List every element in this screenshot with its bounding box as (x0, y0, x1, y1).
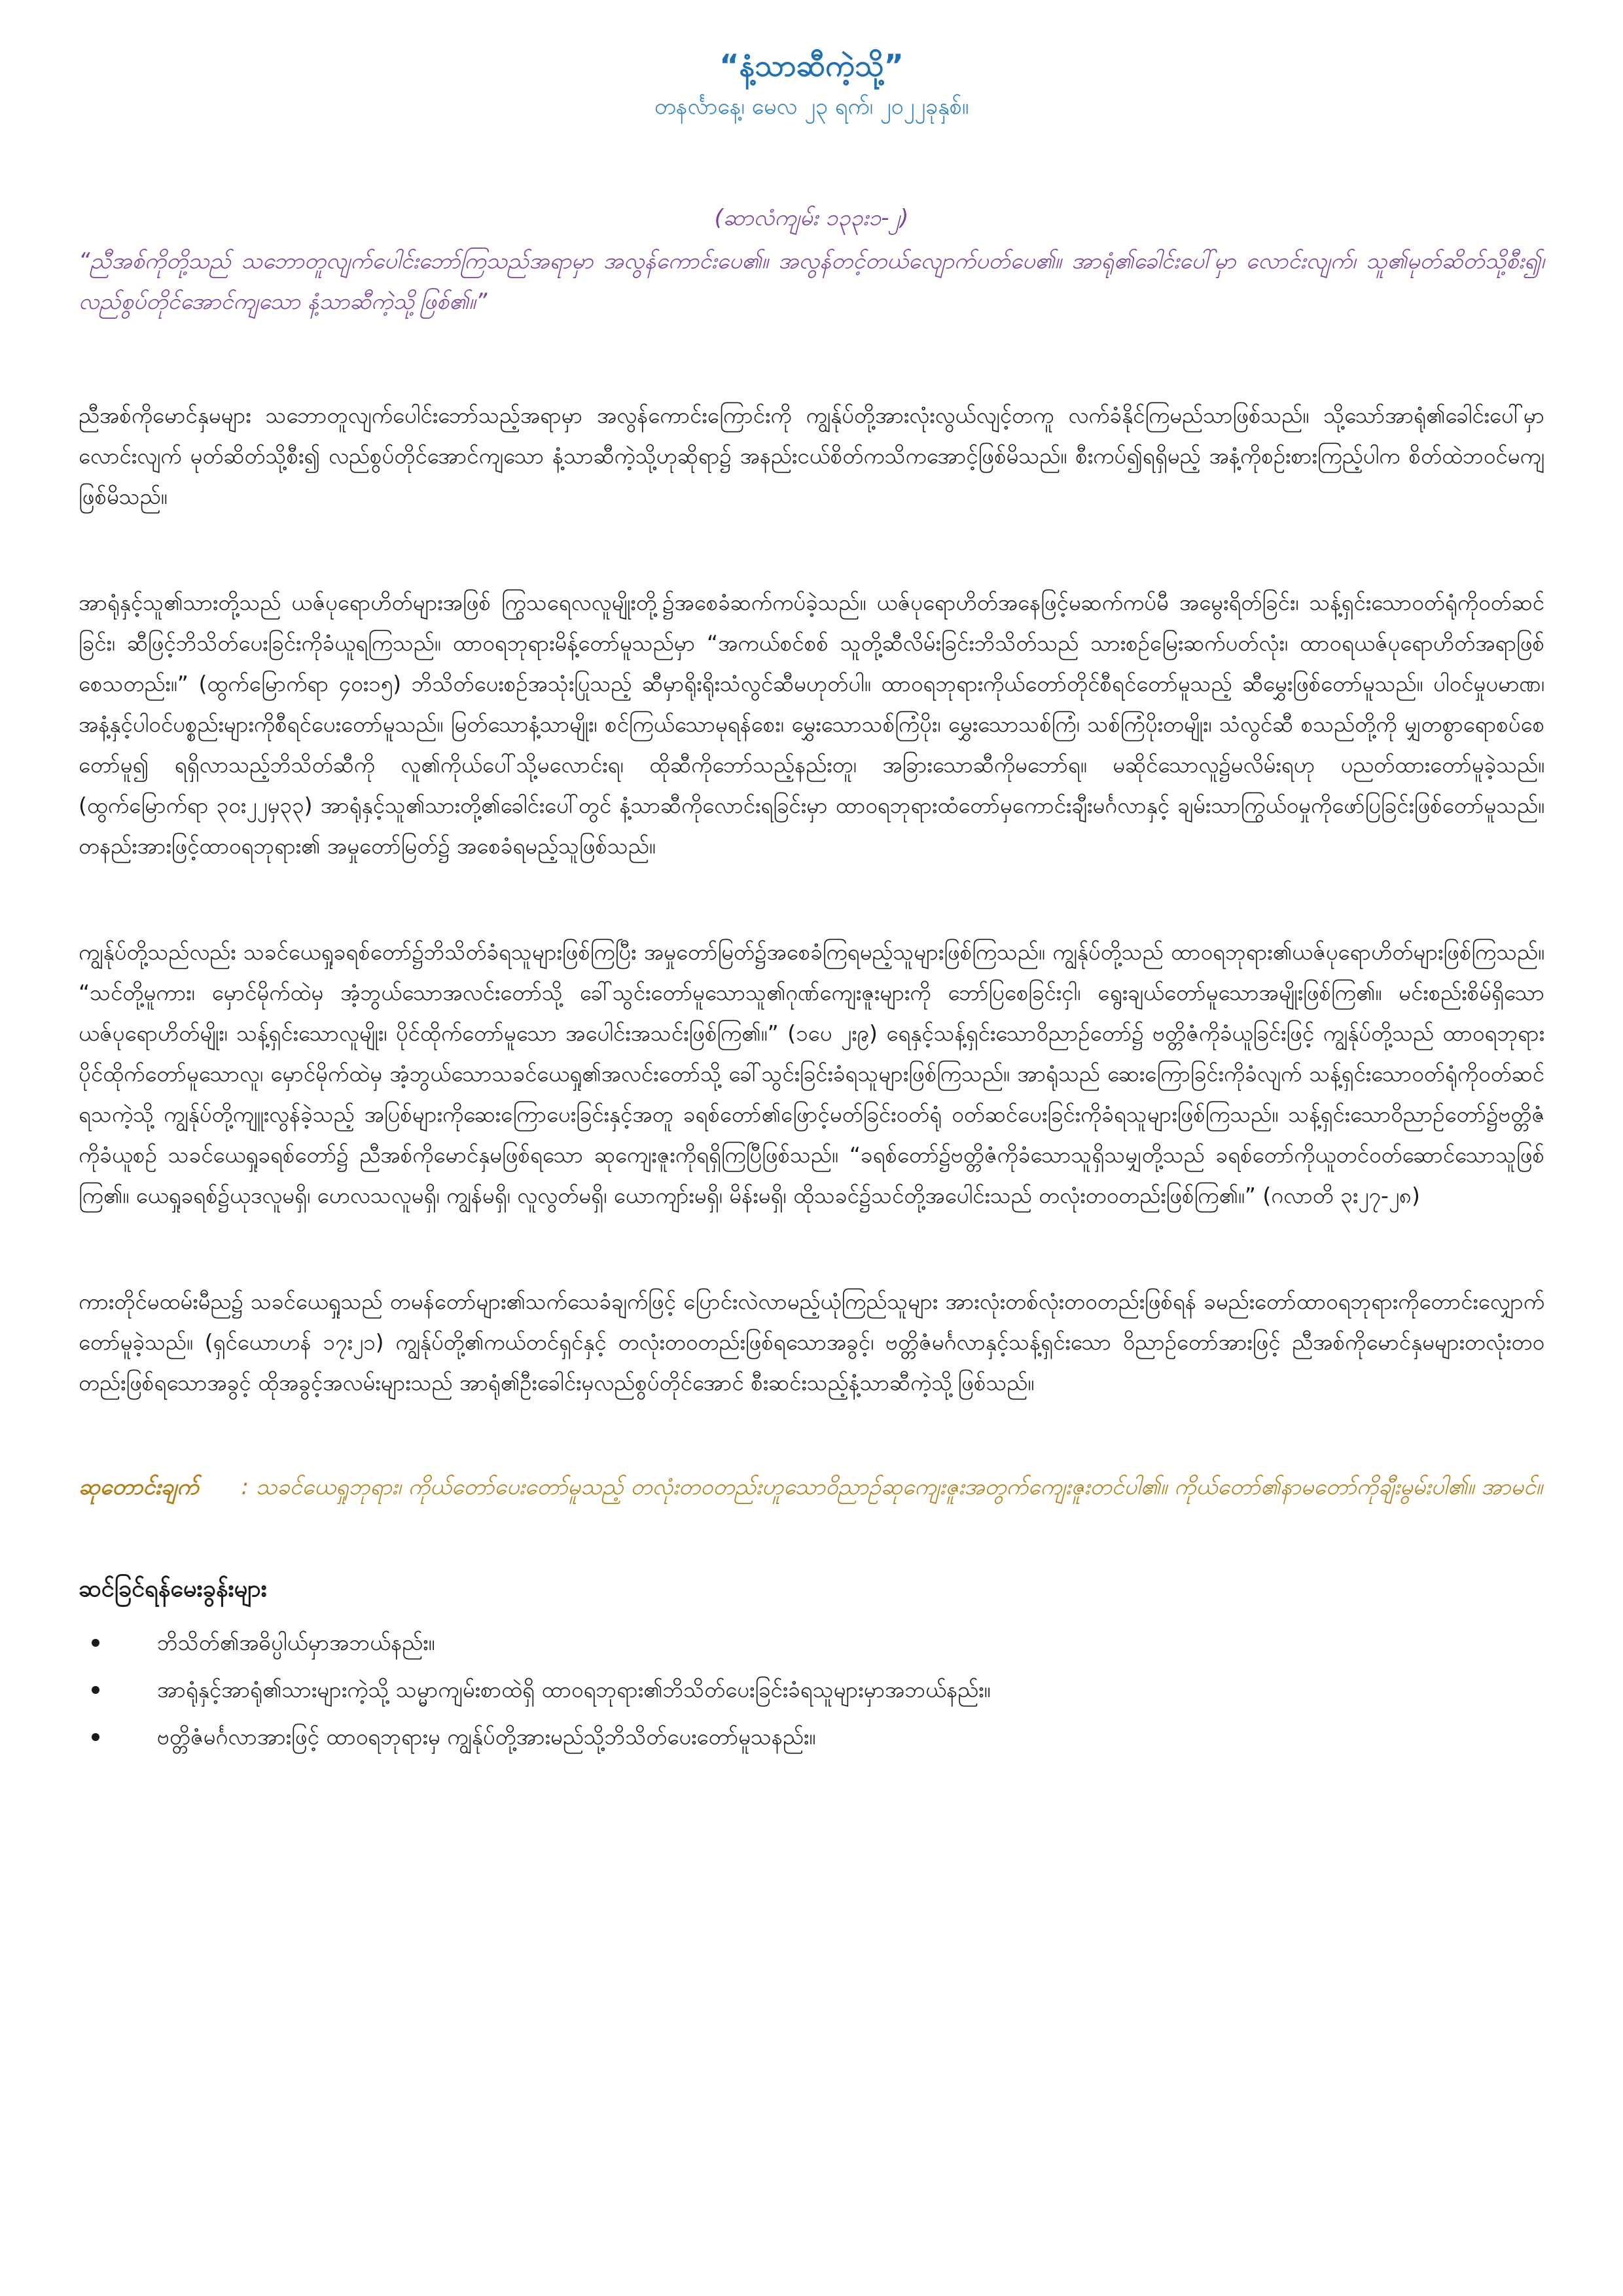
list-item (79, 1713, 1544, 1761)
bullet-icon (92, 1733, 99, 1741)
prayer-block (79, 1466, 1544, 1508)
body-paragraph-2: အာရုံနှင့်သူ၏သားတို့သည် ယဇ်ပုရောဟိတ်များအဖြစ် ကြွသရေလလူမျိုးတို့၌အစေခံဆက်ကပ်ခဲ့သည်။ ယဇ်ပုရောဟိတ်အနေဖြင့်မဆက်ကပ်မီ အမွေးရိတ်ခြင်း၊ သန့်ရှင်းသောဝတ်ရုံကိုဝတ်ဆင်ခြင်း၊ ဆီဖြင့်ဘိသိတ်ပေးခြင်းကိုခံယူရကြသည်။ ထာဝရဘုရားမိန့်တော်မူသည်မှာ “အကယ်စင်စစ် သူတို့ဆီလိမ်းခြင်းဘိသိတ်သည် သားစဉ်မြေးဆက်ပတ်လုံး၊ ထာဝရယဇ်ပုရောဟိတ်အရာဖြစ်စေသတည်း။” (ထွက်မြောက်ရာ ၄၀း၁၅) ဘိသိတ်ပေးစဉ်အသုံးပြုသည့် ဆီမှာရိုးရိုးသံလွင်ဆီမဟုတ်ပါ။ ထာဝရဘုရားကိုယ်တော်တိုင်စီရင်တော်မူသည့် ဆီမွှေးဖြစ်တော်မူသည်။ ပါဝင်မှုပမာဏ၊ အနံ့နှင့်ပါဝင်ပစ္စည်းများကိုစီရင်ပေးတော်မူသည်။ မြတ်သောနံ့သာမျိုး၊ စင်ကြယ်သောမုရန်စေး၊ မွှေးသောသစ်ကြံပိုး၊ မွှေးသောသစ်ကြံ၊ သစ်ကြံပိုးတမျိုး၊ သံလွင်ဆီ စသည်တို့ကို မျှတစွာရောစပ်စေတော်မူ၍ ရရှိလာသည့်ဘိသိတ်ဆီကို လူ၏ကိုယ်ပေါ်သို့မလောင်းရ၊ ထိုဆီကိုဘော်သည့်နည်းတူ၊ အခြားသောဆီကိုမဘော်ရ။ မဆိုင်သောလူ၌မလိမ်းရဟု ပညတ်ထားတော်မူခဲ့သည်။ (ထွက်မြောက်ရာ ၃၀း၂၂မှ၃၃) အာရုံနှင့်သူ၏သားတို့၏ခေါင်းပေါ်တွင် နံ့သာဆီကိုလောင်းရခြင်းမှာ ထာဝရဘုရားထံတော်မှကောင်းချီးမင်္ဂလာနှင့် ချမ်းသာကြွယ်ဝမှုကိုဖော်ပြခြင်းဖြစ်တော်မူသည်။ တနည်းအားဖြင့်ထာဝရဘုရား၏ အမှုတော်မြတ်၌ အစေခံရမည့်သူဖြစ်သည်။ (79, 590, 1544, 859)
body-paragraph-3: ကျွန်ုပ်တို့သည်လည်း သခင်ယေရှုခရစ်တော်၌ဘိသိတ်ခံရသူများဖြစ်ကြပြီး အမှုတော်မြတ်၌အစေခံကြရမည့်သူများဖြစ်ကြသည်။ ကျွန်ုပ်တို့သည် ထာဝရဘုရား၏ယဇ်ပုရောဟိတ်များဖြစ်ကြသည်။ “သင်တို့မူကား၊ မှောင်မိုက်ထဲမှ အံ့ဘွယ်သောအလင်းတော်သို့ ခေါ်သွင်းတော်မူသောသူ၏ဂုဏ်ကျေးဇူးများကို ဘော်ပြစေခြင်းငှါ၊ ရွေးချယ်တော်မူသောအမျိုးဖြစ်ကြ၏။ မင်းစည်းစိမ်ရှိသောယဇ်ပုရောဟိတ်မျိုး၊ သန့်ရှင်းသောလူမျိုး၊ ပိုင်ထိုက်တော်မူသော အပေါင်းအသင်းဖြစ်ကြ၏။” (၁ပေ ၂း၉) ရေနှင့်သန့်ရှင်းသောဝိညာဉ်တော်၌ ဗတ္တိဇံကိုခံယူခြင်းဖြင့် ကျွန်ုပ်တို့သည် ထာဝရဘုရားပိုင်ထိုက်တော်မူသောလူ၊ မှောင်မိုက်ထဲမှ အံ့ဘွယ်သောသခင်ယေရှု၏အလင်းတော်သို့ ခေါ်သွင်းခြင်းခံရသူများဖြစ်ကြသည်။ အာရုံသည် ဆေးကြောခြင်းကိုခံလျက် သန့်ရှင်းသောဝတ်ရုံကိုဝတ်ဆင်ရသကဲ့သို့ ကျွန်ုပ်တို့ကျူးလွန်ခဲ့သည့် အပြစ်များကိုဆေးကြောပေးခြင်းနှင့်အတူ ခရစ်တော်၏ဖြောင့်မတ်ခြင်းဝတ်ရုံ ဝတ်ဆင်ပေးခြင်းကိုခံရသူများဖြစ်ကြသည်။ သန့်ရှင်းသောဝိညာဉ်တော်၌ဗတ္တိဇံကိုခံယူစဉ် သခင်ယေရှုခရစ်တော်၌ ညီအစ်ကိုမောင်နှမဖြစ်ရသော ဆုကျေးဇူးကိုရရှိကြပြီဖြစ်သည်။ “ခရစ်တော်၌ဗတ္တိဇံကိုခံသောသူရှိသမျှတို့သည် ခရစ်တော်ကိုယူတင်ဝတ်ဆောင်သောသူဖြစ်ကြ၏။ ယေရှုခရစ်၌ယုဒလူမရှိ၊ ဟေလသလူမရှိ၊ ကျွန်မရှိ၊ လူလွတ်မရှိ၊ ယောကျာ်းမရှိ၊ မိန်းမရှိ၊ ထိုသခင်၌သင်တို့အပေါင်းသည် တလုံးတဝတည်းဖြစ်ကြ၏။” (ဂလာတိ ၃း၂၇-၂၈) (79, 939, 1544, 1208)
prayer-spacer (206, 1474, 234, 1500)
prayer-text: : သခင်ယေရှုဘုရား၊ ကိုယ်တော်ပေးတော်မူသည့် တလုံးတဝတည်းဟူသောဝိညာဉ်ဆုကျေးဇူးအတွက်ကျေးဇူးတင်ပါ၏။ ကိုယ်တော်၏နာမတော်ကိုချီးမွမ်းပါ၏။ အာမင်။ (241, 1474, 1543, 1500)
verse-text: “ညီအစ်ကိုတို့သည် သဘောတူလျက်ပေါင်းဘော်ကြသည်အရာမှာ အလွန်ကောင်းပေ၏။ အလွန်တင့်တယ်လျောက်ပတ်ပေ၏။ အာရုံ၏ခေါင်းပေါ်မှာ လောင်းလျက်၊ သူ၏မုတ်ဆိတ်သို့စီး၍၊ လည်စွပ်တိုင်အောင်ကျသော နံ့သာဆီကဲ့သို့ဖြစ်၏။” (79, 248, 1544, 315)
questions-heading: ဆင်ခြင်ရန်မေးခွန်းများ (79, 1575, 267, 1602)
devotional-page (79, 46, 1544, 1761)
prayer-label: ဆုတောင်းချက် (79, 1474, 199, 1500)
date-line: တနင်္လာနေ့၊ မေလ ၂၃ ရက်၊ ၂၀၂၂ခုနှစ်။ (654, 94, 969, 120)
body-paragraph-4: ကားတိုင်မထမ်းမီည၌ သခင်ယေရှုသည် တမန်တော်များ၏သက်သေခံချက်ဖြင့် ပြောင်းလဲလာမည့်ယုံကြည်သူများ အားလုံးတစ်လုံးတဝတည်းဖြစ်ရန် ခမည်းတော်ထာဝရဘုရားကိုတောင်းလျှောက်တော်မူခဲ့သည်။ (ရှင်ယောဟန် ၁၇း၂၁) ကျွန်ုပ်တို့၏ကယ်တင်ရှင်နှင့် တလုံးတဝတည်းဖြစ်ရသောအခွင့်၊ ဗတ္တိဇံမင်္ဂလာနှင့်သန့်ရှင်းသော ဝိညာဉ်တော်အားဖြင့် ညီအစ်ကိုမောင်နှမများတလုံးတဝတည်းဖြစ်ရသောအခွင့် ထိုအခွင့်အလမ်းများသည် အာရုံ၏ဦးခေါင်းမှလည်စွပ်တိုင်အောင် စီးဆင်းသည့်နံ့သာဆီကဲ့သို့ဖြစ်သည်။ (79, 1289, 1544, 1395)
question-text: ဗတ္တိဇံမင်္ဂလာအားဖြင့် ထာဝရဘုရားမှ ကျွန်ုပ်တို့အားမည်သို့ဘိသိတ်ပေးတော်မူသနည်း။ (157, 1724, 816, 1749)
bullet-icon (92, 1639, 99, 1647)
list-item (79, 1666, 1544, 1713)
question-text: ဘိသိတ်၏အဓိပ္ပါယ်မှာအဘယ်နည်း။ (157, 1630, 435, 1655)
bullet-icon (92, 1686, 99, 1694)
question-text: အာရုံနှင့်အာရုံ၏သားများကဲ့သို့ သမ္မာကျမ်းစာထဲရှိ ထာဝရဘုရား၏ဘိသိတ်ပေးခြင်းခံရသူများမှာအဘယ်နည်း။ (157, 1677, 991, 1702)
page-title: “နံ့သာဆီကဲ့သို့” (719, 48, 904, 83)
verse-reference: (ဆာလံကျမ်း ၁၃၃း၁-၂) (714, 205, 909, 231)
body-paragraph-1: ညီအစ်ကိုမောင်နှမများ သဘောတူလျက်ပေါင်းဘော်သည့်အရာမှာ အလွန်ကောင်းကြောင်းကို ကျွန်ုပ်တို့အားလုံးလွယ်လျင့်တကူ လက်ခံနိုင်ကြမည်သာဖြစ်သည်။ သို့သော်အာရုံ၏ခေါင်းပေါ်မှာလောင်းလျက် မုတ်ဆိတ်သို့စီး၍ လည်စွပ်တိုင်အောင်ကျသော နံ့သာဆီကဲ့သို့ဟုဆိုရာ၌ အနည်းငယ်စိတ်ကသိကအောင့်ဖြစ်မိသည်။ စီးကပ်၍ရရှိမည့် အနံ့ကိုစဉ်းစားကြည့်ပါက စိတ်ထဲဘဝင်မကျဖြစ်မိသည်။ (79, 403, 1544, 509)
list-item (79, 1619, 1544, 1666)
questions-list (79, 1619, 1544, 1761)
